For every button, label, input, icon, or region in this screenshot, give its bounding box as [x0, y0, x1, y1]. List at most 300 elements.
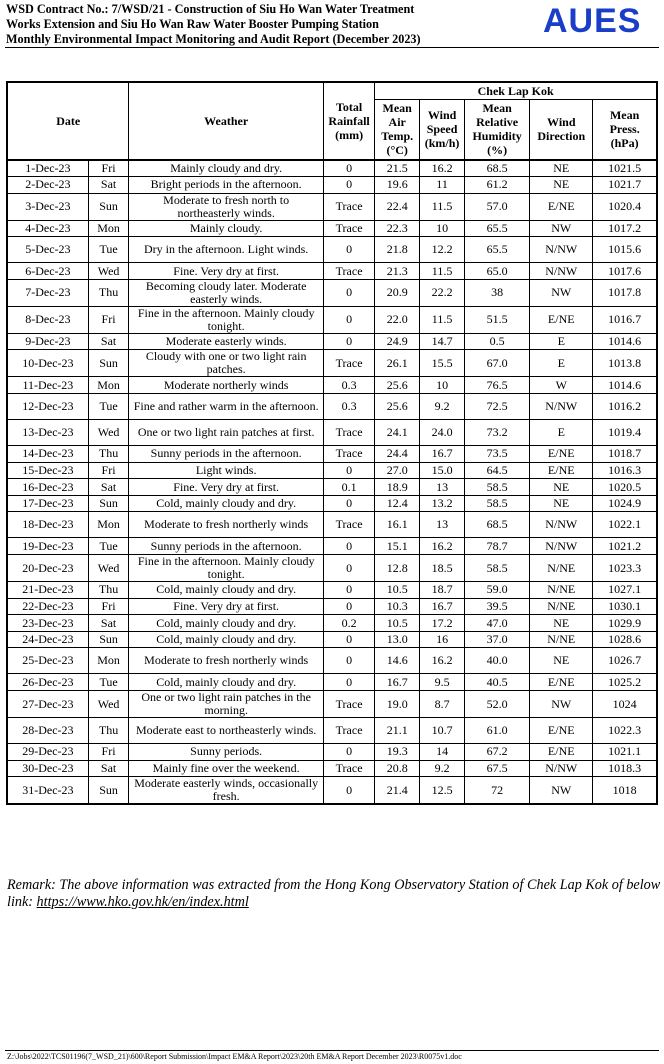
- cell-day: Sun: [88, 193, 129, 220]
- cell-date: 9-Dec-23: [7, 333, 88, 350]
- cell-wind-direction: NE: [530, 479, 593, 496]
- col-header-station: Chek Lap Kok: [375, 82, 657, 99]
- cell-wind-direction: E/NE: [530, 306, 593, 333]
- table-row: [7, 394, 657, 420]
- cell-pressure: 1029.9: [593, 615, 657, 632]
- cell-rainfall: 0: [323, 306, 374, 333]
- cell-day: Sat: [88, 177, 129, 194]
- col-header-weather: Weather: [129, 82, 324, 160]
- cell-weather: Fine. Very dry at first.: [129, 263, 324, 280]
- cell-temp: 15.1: [375, 538, 420, 555]
- cell-pressure: 1015.6: [593, 237, 657, 263]
- cell-wind-speed: 15.0: [420, 462, 465, 479]
- cell-date: 27-Dec-23: [7, 691, 88, 718]
- cell-rainfall: 0: [323, 582, 374, 599]
- cell-pressure: 1018.7: [593, 446, 657, 463]
- cell-weather: Moderate to fresh north to northeasterly winds.: [129, 193, 324, 220]
- cell-humidity: 65.0: [465, 263, 530, 280]
- cell-weather: Fine. Very dry at first.: [129, 598, 324, 615]
- table-row: [7, 193, 657, 220]
- cell-wind-speed: 11.5: [420, 193, 465, 220]
- cell-day: Tue: [88, 394, 129, 420]
- col-header-rainfall: Total Rainfall (mm): [323, 82, 374, 160]
- cell-date: 3-Dec-23: [7, 193, 88, 220]
- cell-pressure: 1014.6: [593, 377, 657, 394]
- cell-rainfall: 0: [323, 177, 374, 194]
- cell-rainfall: 0.1: [323, 479, 374, 496]
- cell-day: Mon: [88, 512, 129, 538]
- cell-wind-direction: NE: [530, 160, 593, 177]
- cell-temp: 21.4: [375, 777, 420, 805]
- cell-rainfall: 0: [323, 648, 374, 674]
- cell-pressure: 1018: [593, 777, 657, 805]
- cell-temp: 20.8: [375, 760, 420, 777]
- cell-weather: One or two light rain patches at first.: [129, 420, 324, 446]
- cell-humidity: 40.0: [465, 648, 530, 674]
- cell-weather: Moderate to fresh northerly winds: [129, 648, 324, 674]
- cell-rainfall: 0: [323, 495, 374, 512]
- cell-wind-speed: 10.7: [420, 718, 465, 744]
- table-row: [7, 160, 657, 177]
- cell-humidity: 40.5: [465, 674, 530, 691]
- cell-humidity: 67.5: [465, 760, 530, 777]
- cell-rainfall: 0: [323, 631, 374, 648]
- cell-day: Thu: [88, 446, 129, 463]
- cell-rainfall: Trace: [323, 350, 374, 377]
- cell-date: 2-Dec-23: [7, 177, 88, 194]
- cell-day: Wed: [88, 555, 129, 582]
- cell-wind-speed: 10: [420, 220, 465, 237]
- cell-humidity: 72: [465, 777, 530, 805]
- cell-weather: Fine and rather warm in the afternoon.: [129, 394, 324, 420]
- cell-humidity: 59.0: [465, 582, 530, 599]
- cell-rainfall: 0: [323, 333, 374, 350]
- cell-wind-speed: 11: [420, 177, 465, 194]
- cell-rainfall: Trace: [323, 220, 374, 237]
- cell-humidity: 65.5: [465, 220, 530, 237]
- cell-wind-speed: 9.2: [420, 760, 465, 777]
- cell-humidity: 52.0: [465, 691, 530, 718]
- cell-rainfall: 0: [323, 237, 374, 263]
- cell-weather: Cold, mainly cloudy and dry.: [129, 582, 324, 599]
- cell-wind-speed: 12.2: [420, 237, 465, 263]
- cell-date: 13-Dec-23: [7, 420, 88, 446]
- cell-day: Thu: [88, 718, 129, 744]
- cell-weather: Fine. Very dry at first.: [129, 479, 324, 496]
- cell-day: Thu: [88, 582, 129, 599]
- cell-temp: 24.1: [375, 420, 420, 446]
- cell-humidity: 67.2: [465, 744, 530, 761]
- cell-day: Fri: [88, 598, 129, 615]
- cell-date: 30-Dec-23: [7, 760, 88, 777]
- cell-pressure: 1016.2: [593, 394, 657, 420]
- cell-weather: Light winds.: [129, 462, 324, 479]
- cell-pressure: 1024: [593, 691, 657, 718]
- cell-humidity: 57.0: [465, 193, 530, 220]
- cell-day: Sat: [88, 615, 129, 632]
- cell-pressure: 1016.3: [593, 462, 657, 479]
- cell-pressure: 1019.4: [593, 420, 657, 446]
- cell-temp: 12.4: [375, 495, 420, 512]
- cell-rainfall: 0: [323, 555, 374, 582]
- cell-wind-direction: N/NE: [530, 631, 593, 648]
- cell-date: 18-Dec-23: [7, 512, 88, 538]
- cell-date: 23-Dec-23: [7, 615, 88, 632]
- cell-temp: 21.3: [375, 263, 420, 280]
- cell-wind-direction: NE: [530, 177, 593, 194]
- col-header-date: Date: [7, 82, 129, 160]
- cell-wind-direction: E/NE: [530, 744, 593, 761]
- cell-temp: 10.5: [375, 615, 420, 632]
- cell-pressure: 1017.8: [593, 279, 657, 306]
- cell-day: Mon: [88, 377, 129, 394]
- cell-humidity: 58.5: [465, 495, 530, 512]
- cell-wind-direction: E: [530, 350, 593, 377]
- cell-pressure: 1030.1: [593, 598, 657, 615]
- table-row: [7, 718, 657, 744]
- cell-date: 26-Dec-23: [7, 674, 88, 691]
- cell-date: 6-Dec-23: [7, 263, 88, 280]
- cell-temp: 19.3: [375, 744, 420, 761]
- table-row: [7, 350, 657, 377]
- cell-wind-direction: E/NE: [530, 462, 593, 479]
- cell-date: 31-Dec-23: [7, 777, 88, 805]
- cell-temp: 22.3: [375, 220, 420, 237]
- cell-rainfall: 0.3: [323, 377, 374, 394]
- cell-date: 20-Dec-23: [7, 555, 88, 582]
- cell-day: Tue: [88, 538, 129, 555]
- report-header: [6, 2, 536, 48]
- cell-humidity: 68.5: [465, 512, 530, 538]
- cell-date: 14-Dec-23: [7, 446, 88, 463]
- cell-temp: 16.7: [375, 674, 420, 691]
- cell-date: 19-Dec-23: [7, 538, 88, 555]
- col-header-humidity: Mean Relative Humidity (%): [465, 99, 530, 160]
- cell-date: 21-Dec-23: [7, 582, 88, 599]
- cell-day: Sat: [88, 760, 129, 777]
- cell-date: 4-Dec-23: [7, 220, 88, 237]
- cell-pressure: 1022.1: [593, 512, 657, 538]
- cell-rainfall: Trace: [323, 691, 374, 718]
- cell-wind-speed: 15.5: [420, 350, 465, 377]
- table-row: [7, 306, 657, 333]
- cell-pressure: 1018.3: [593, 760, 657, 777]
- cell-humidity: 73.2: [465, 420, 530, 446]
- cell-rainfall: Trace: [323, 263, 374, 280]
- cell-pressure: 1020.4: [593, 193, 657, 220]
- cell-date: 24-Dec-23: [7, 631, 88, 648]
- cell-temp: 12.8: [375, 555, 420, 582]
- cell-weather: Cloudy with one or two light rain patches.: [129, 350, 324, 377]
- hko-link[interactable]: https://www.hko.gov.hk/en/index.html: [36, 894, 249, 910]
- cell-date: 28-Dec-23: [7, 718, 88, 744]
- table-row: [7, 377, 657, 394]
- table-row: [7, 691, 657, 718]
- cell-wind-speed: 13: [420, 512, 465, 538]
- table-row: [7, 598, 657, 615]
- cell-date: 29-Dec-23: [7, 744, 88, 761]
- cell-pressure: 1020.5: [593, 479, 657, 496]
- cell-weather: Moderate easterly winds, occasionally fresh.: [129, 777, 324, 805]
- cell-wind-speed: 24.0: [420, 420, 465, 446]
- cell-wind-direction: N/NE: [530, 555, 593, 582]
- cell-humidity: 37.0: [465, 631, 530, 648]
- cell-temp: 27.0: [375, 462, 420, 479]
- cell-date: 5-Dec-23: [7, 237, 88, 263]
- cell-pressure: 1025.2: [593, 674, 657, 691]
- table-row: [7, 177, 657, 194]
- cell-wind-speed: 12.5: [420, 777, 465, 805]
- cell-temp: 10.5: [375, 582, 420, 599]
- cell-wind-direction: E/NE: [530, 193, 593, 220]
- cell-pressure: 1022.3: [593, 718, 657, 744]
- cell-pressure: 1027.1: [593, 582, 657, 599]
- cell-date: 1-Dec-23: [7, 160, 88, 177]
- cell-temp: 20.9: [375, 279, 420, 306]
- cell-weather: Cold, mainly cloudy and dry.: [129, 495, 324, 512]
- cell-date: 16-Dec-23: [7, 479, 88, 496]
- cell-wind-direction: E/NE: [530, 674, 593, 691]
- cell-humidity: 67.0: [465, 350, 530, 377]
- table-row: [7, 760, 657, 777]
- cell-rainfall: 0: [323, 279, 374, 306]
- cell-pressure: 1016.7: [593, 306, 657, 333]
- cell-wind-direction: NW: [530, 279, 593, 306]
- aues-logo: AUES: [543, 2, 642, 40]
- table-row: [7, 555, 657, 582]
- cell-weather: Mainly cloudy and dry.: [129, 160, 324, 177]
- cell-pressure: 1021.7: [593, 177, 657, 194]
- cell-date: 25-Dec-23: [7, 648, 88, 674]
- cell-weather: Bright periods in the afternoon.: [129, 177, 324, 194]
- table-row: [7, 446, 657, 463]
- cell-humidity: 58.5: [465, 555, 530, 582]
- table-row: [7, 582, 657, 599]
- cell-weather: Fine in the afternoon. Mainly cloudy tonight.: [129, 306, 324, 333]
- cell-wind-speed: 13: [420, 479, 465, 496]
- table-row: [7, 674, 657, 691]
- cell-humidity: 47.0: [465, 615, 530, 632]
- table-row: [7, 744, 657, 761]
- cell-humidity: 61.2: [465, 177, 530, 194]
- cell-pressure: 1023.3: [593, 555, 657, 582]
- cell-day: Sat: [88, 479, 129, 496]
- table-row: [7, 263, 657, 280]
- cell-rainfall: 0.2: [323, 615, 374, 632]
- col-header-wind-speed: Wind Speed (km/h): [420, 99, 465, 160]
- cell-weather: Cold, mainly cloudy and dry.: [129, 615, 324, 632]
- cell-rainfall: Trace: [323, 446, 374, 463]
- cell-temp: 25.6: [375, 377, 420, 394]
- footer-file-path: Z:\Jobs\2022\TCS01196(7_WSD_21)\600\Report Submission\Impact EM&A Report\2023\20th EM&A Report December 2023\R0075v1.doc: [7, 1052, 462, 1061]
- cell-humidity: 68.5: [465, 160, 530, 177]
- cell-rainfall: 0: [323, 160, 374, 177]
- cell-weather: Dry in the afternoon. Light winds.: [129, 237, 324, 263]
- weather-table: [6, 81, 658, 805]
- cell-wind-speed: 11.5: [420, 263, 465, 280]
- cell-day: Wed: [88, 691, 129, 718]
- cell-day: Fri: [88, 160, 129, 177]
- cell-temp: 19.6: [375, 177, 420, 194]
- cell-wind-direction: E/NE: [530, 446, 593, 463]
- table-row: [7, 220, 657, 237]
- cell-temp: 25.6: [375, 394, 420, 420]
- header-line-3: Monthly Environmental Impact Monitoring and Audit Report (December 2023): [6, 32, 421, 47]
- cell-temp: 14.6: [375, 648, 420, 674]
- cell-day: Fri: [88, 744, 129, 761]
- cell-wind-direction: N/NW: [530, 760, 593, 777]
- cell-wind-speed: 16: [420, 631, 465, 648]
- cell-rainfall: 0.3: [323, 394, 374, 420]
- cell-wind-speed: 11.5: [420, 306, 465, 333]
- cell-rainfall: 0: [323, 744, 374, 761]
- cell-day: Sun: [88, 777, 129, 805]
- cell-temp: 16.1: [375, 512, 420, 538]
- table-row: [7, 333, 657, 350]
- cell-wind-speed: 14.7: [420, 333, 465, 350]
- cell-weather: Moderate to fresh northerly winds: [129, 512, 324, 538]
- cell-pressure: 1028.6: [593, 631, 657, 648]
- cell-day: Sun: [88, 495, 129, 512]
- cell-wind-direction: N/NW: [530, 538, 593, 555]
- cell-day: Fri: [88, 462, 129, 479]
- cell-wind-direction: E: [530, 333, 593, 350]
- cell-day: Sun: [88, 631, 129, 648]
- table-row: [7, 648, 657, 674]
- cell-wind-direction: NE: [530, 615, 593, 632]
- cell-weather: Sunny periods in the afternoon.: [129, 538, 324, 555]
- cell-pressure: 1026.7: [593, 648, 657, 674]
- cell-pressure: 1024.9: [593, 495, 657, 512]
- cell-pressure: 1021.5: [593, 160, 657, 177]
- table-row: [7, 777, 657, 805]
- cell-wind-speed: 16.2: [420, 648, 465, 674]
- cell-humidity: 61.0: [465, 718, 530, 744]
- cell-weather: Sunny periods in the afternoon.: [129, 446, 324, 463]
- cell-rainfall: 0: [323, 462, 374, 479]
- cell-humidity: 39.5: [465, 598, 530, 615]
- cell-humidity: 64.5: [465, 462, 530, 479]
- cell-pressure: 1021.2: [593, 538, 657, 555]
- cell-temp: 21.8: [375, 237, 420, 263]
- cell-wind-direction: E/NE: [530, 718, 593, 744]
- cell-wind-speed: 16.7: [420, 598, 465, 615]
- cell-weather: Mainly fine over the weekend.: [129, 760, 324, 777]
- cell-pressure: 1017.2: [593, 220, 657, 237]
- cell-weather: Sunny periods.: [129, 744, 324, 761]
- cell-humidity: 73.5: [465, 446, 530, 463]
- cell-wind-direction: NW: [530, 777, 593, 805]
- table-row: [7, 237, 657, 263]
- header-divider: [5, 47, 659, 48]
- cell-date: 22-Dec-23: [7, 598, 88, 615]
- cell-wind-speed: 22.2: [420, 279, 465, 306]
- cell-temp: 21.5: [375, 160, 420, 177]
- cell-wind-speed: 16.2: [420, 160, 465, 177]
- cell-wind-direction: W: [530, 377, 593, 394]
- cell-temp: 19.0: [375, 691, 420, 718]
- cell-rainfall: Trace: [323, 760, 374, 777]
- table-row: [7, 512, 657, 538]
- cell-wind-direction: N/NE: [530, 582, 593, 599]
- cell-day: Wed: [88, 420, 129, 446]
- cell-weather: Cold, mainly cloudy and dry.: [129, 674, 324, 691]
- cell-wind-speed: 16.7: [420, 446, 465, 463]
- cell-wind-speed: 14: [420, 744, 465, 761]
- table-row: [7, 495, 657, 512]
- table-row: [7, 479, 657, 496]
- table-row: [7, 462, 657, 479]
- cell-wind-speed: 13.2: [420, 495, 465, 512]
- cell-humidity: 76.5: [465, 377, 530, 394]
- cell-pressure: 1017.6: [593, 263, 657, 280]
- cell-temp: 13.0: [375, 631, 420, 648]
- cell-wind-direction: N/NW: [530, 237, 593, 263]
- cell-rainfall: Trace: [323, 512, 374, 538]
- cell-day: Mon: [88, 648, 129, 674]
- cell-temp: 22.0: [375, 306, 420, 333]
- table-row: [7, 538, 657, 555]
- cell-pressure: 1014.6: [593, 333, 657, 350]
- header-line-1: WSD Contract No.: 7/WSD/21 - Construction of Siu Ho Wan Water Treatment: [6, 2, 415, 16]
- cell-date: 17-Dec-23: [7, 495, 88, 512]
- cell-temp: 24.9: [375, 333, 420, 350]
- cell-rainfall: Trace: [323, 718, 374, 744]
- cell-weather: Becoming cloudy later. Moderate easterly winds.: [129, 279, 324, 306]
- cell-wind-direction: N/NW: [530, 263, 593, 280]
- cell-weather: Moderate northerly winds: [129, 377, 324, 394]
- cell-day: Tue: [88, 674, 129, 691]
- cell-temp: 10.3: [375, 598, 420, 615]
- cell-rainfall: 0: [323, 538, 374, 555]
- cell-wind-direction: N/NE: [530, 598, 593, 615]
- cell-humidity: 72.5: [465, 394, 530, 420]
- col-header-temp: Mean Air Temp. (°C): [375, 99, 420, 160]
- cell-weather: Fine in the afternoon. Mainly cloudy tonight.: [129, 555, 324, 582]
- weather-table-body: [7, 160, 657, 804]
- cell-humidity: 78.7: [465, 538, 530, 555]
- cell-weather: Cold, mainly cloudy and dry.: [129, 631, 324, 648]
- cell-day: Fri: [88, 306, 129, 333]
- table-row: [7, 615, 657, 632]
- cell-humidity: 38: [465, 279, 530, 306]
- cell-wind-speed: 18.7: [420, 582, 465, 599]
- cell-day: Sat: [88, 333, 129, 350]
- cell-day: Tue: [88, 237, 129, 263]
- cell-wind-speed: 8.7: [420, 691, 465, 718]
- cell-date: 10-Dec-23: [7, 350, 88, 377]
- cell-wind-direction: N/NW: [530, 394, 593, 420]
- cell-temp: 26.1: [375, 350, 420, 377]
- cell-wind-direction: NE: [530, 495, 593, 512]
- cell-date: 11-Dec-23: [7, 377, 88, 394]
- cell-temp: 22.4: [375, 193, 420, 220]
- remark: [7, 877, 663, 911]
- cell-humidity: 0.5: [465, 333, 530, 350]
- cell-rainfall: 0: [323, 598, 374, 615]
- header-line-2: Works Extension and Siu Ho Wan Raw Water Booster Pumping Station: [6, 17, 379, 32]
- cell-humidity: 58.5: [465, 479, 530, 496]
- cell-wind-speed: 9.2: [420, 394, 465, 420]
- cell-wind-direction: NE: [530, 648, 593, 674]
- cell-wind-speed: 10: [420, 377, 465, 394]
- cell-pressure: 1013.8: [593, 350, 657, 377]
- table-row: [7, 631, 657, 648]
- cell-humidity: 51.5: [465, 306, 530, 333]
- cell-day: Thu: [88, 279, 129, 306]
- cell-temp: 24.4: [375, 446, 420, 463]
- cell-rainfall: Trace: [323, 420, 374, 446]
